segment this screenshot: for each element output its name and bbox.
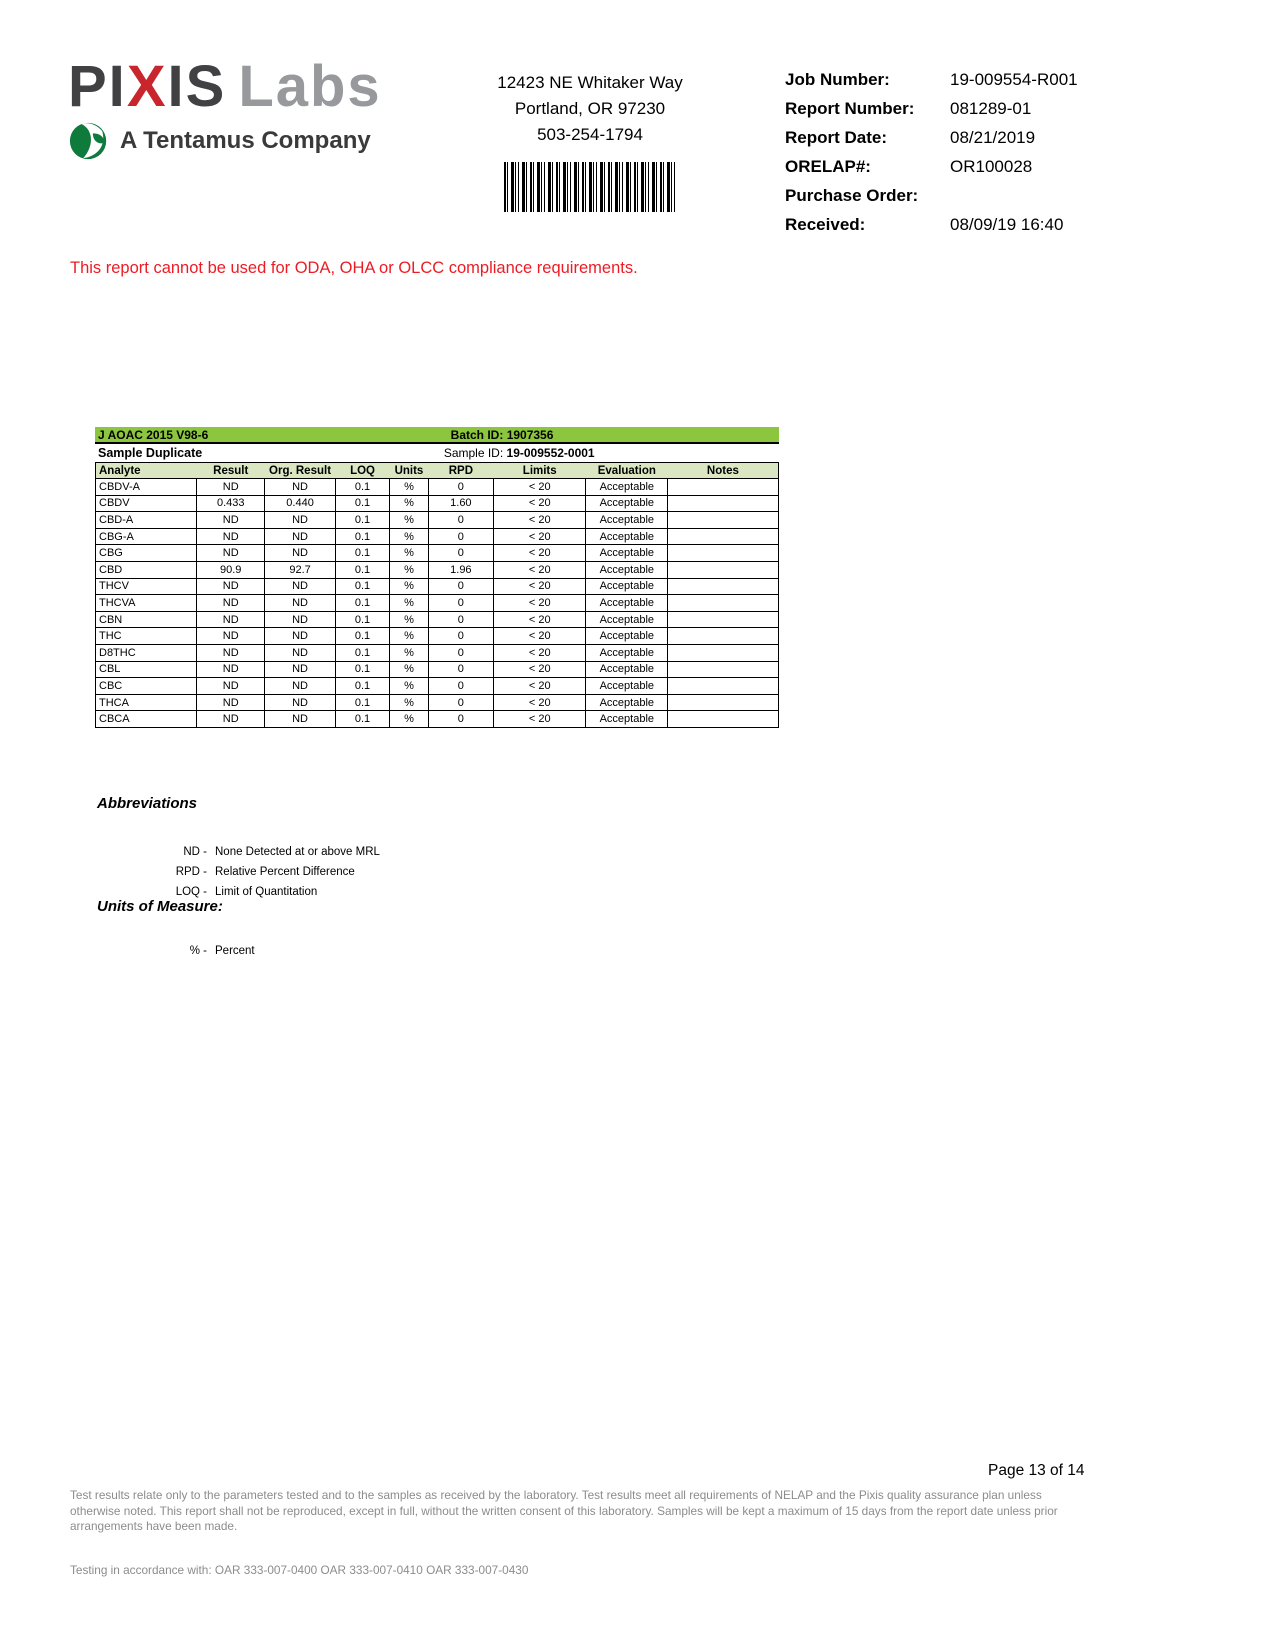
method-name: J AOAC 2015 V98-6 [98,427,209,442]
table-cell-loq: 0.1 [335,595,390,612]
column-header: RPD [428,463,494,479]
table-cell-notes [668,528,779,545]
table-cell-analyte: CBDV [96,495,197,512]
table-cell-rpd: 0 [428,545,494,562]
table-cell-units: % [390,528,428,545]
table-cell-org_result: ND [265,528,335,545]
report-info-label: Job Number: [785,70,890,89]
page-number: Page 13 of 14 [988,1462,1085,1479]
table-cell-limits: < 20 [494,545,586,562]
table-cell-limits: < 20 [494,512,586,529]
table-cell-org_result: 92.7 [265,561,335,578]
table-cell-analyte: D8THC [96,644,197,661]
table-cell-analyte: THCV [96,578,197,595]
abbreviation-code: ND - [183,846,207,858]
table-cell-analyte: THCVA [96,595,197,612]
abbreviation-meaning: None Detected at or above MRL [215,846,380,858]
table-cell-rpd: 0 [428,678,494,695]
abbreviation-meaning: Limit of Quantitation [215,886,318,898]
table-cell-loq: 0.1 [335,711,390,728]
table-cell-notes [668,512,779,529]
table-cell-result: 0.433 [197,495,265,512]
table-cell-loq: 0.1 [335,479,390,496]
logo-wordmark [68,54,382,119]
table-cell-result: ND [197,545,265,562]
table-cell-limits: < 20 [494,694,586,711]
table-cell-evaluation: Acceptable [586,611,668,628]
column-header: Result [197,463,265,479]
report-info-row [785,157,1145,186]
table-cell-org_result: ND [265,644,335,661]
lab-phone: 503-254-1794 [537,125,643,144]
table-cell-limits: < 20 [494,644,586,661]
table-cell-rpd: 1.96 [428,561,494,578]
report-info-row [785,128,1145,157]
table-cell-limits: < 20 [494,528,586,545]
table-row [96,611,779,628]
table-cell-analyte: THC [96,628,197,645]
table-cell-org_result: ND [265,694,335,711]
lab-address-line1: 12423 NE Whitaker Way [497,73,683,92]
table-cell-limits: < 20 [494,578,586,595]
table-row [96,678,779,695]
table-cell-units: % [390,545,428,562]
table-cell-units: % [390,711,428,728]
column-header: Units [390,463,428,479]
report-info-label: Report Date: [785,128,888,147]
column-header: Org. Result [265,463,335,479]
abbreviation-item [165,866,380,878]
report-info-value: 081289-01 [950,99,1032,118]
units-of-measure-list [165,945,255,957]
table-cell-org_result: ND [265,611,335,628]
report-info-value: 08/09/19 16:40 [950,215,1064,234]
table-cell-notes [668,561,779,578]
logo-tagline: A Tentamus Company [120,127,371,154]
units-of-measure-title: Units of Measure: [97,898,223,915]
table-cell-evaluation: Acceptable [586,595,668,612]
report-info-row [785,215,1145,244]
table-cell-analyte: CBN [96,611,197,628]
logo-text-is: IS [167,54,227,119]
table-cell-loq: 0.1 [335,528,390,545]
table-cell-rpd: 0 [428,512,494,529]
sample-id [444,446,595,460]
table-cell-notes [668,678,779,695]
lab-address-block [440,70,740,212]
table-row [96,628,779,645]
abbreviation-code: LOQ - [175,886,207,898]
table-cell-limits: < 20 [494,628,586,645]
table-cell-evaluation: Acceptable [586,661,668,678]
table-cell-org_result: ND [265,711,335,728]
table-cell-limits: < 20 [494,661,586,678]
table-cell-analyte: CBL [96,661,197,678]
table-cell-rpd: 0 [428,595,494,612]
table-cell-units: % [390,512,428,529]
table-cell-analyte: THCA [96,694,197,711]
table-cell-rpd: 0 [428,528,494,545]
report-info-value: 08/21/2019 [950,128,1036,147]
table-cell-org_result: ND [265,678,335,695]
table-cell-result: ND [197,479,265,496]
compliance-notice: This report cannot be used for ODA, OHA or OLCC compliance requirements. [70,259,638,277]
table-cell-org_result: ND [265,479,335,496]
table-cell-result: ND [197,644,265,661]
table-row [96,644,779,661]
table-cell-rpd: 0 [428,661,494,678]
report-info-value: 19-009554-R001 [950,70,1078,89]
column-header: Limits [494,463,586,479]
table-cell-loq: 0.1 [335,678,390,695]
table-row [96,711,779,728]
analyte-results-table [95,462,779,728]
table-cell-notes [668,495,779,512]
sample-id-label: Sample ID: [443,446,504,460]
table-cell-result: ND [197,528,265,545]
abbreviation-meaning: Relative Percent Difference [215,866,355,878]
table-cell-org_result: ND [265,595,335,612]
table-cell-evaluation: Acceptable [586,561,668,578]
table-cell-evaluation: Acceptable [586,512,668,529]
table-cell-org_result: 0.440 [265,495,335,512]
batch-id-value: 1907356 [506,427,554,442]
table-cell-org_result: ND [265,512,335,529]
table-header-row [96,463,779,479]
table-cell-result: ND [197,694,265,711]
table-cell-loq: 0.1 [335,628,390,645]
batch-id [451,428,554,442]
table-cell-rpd: 0 [428,644,494,661]
table-cell-units: % [390,611,428,628]
abbreviation-item [165,945,255,957]
table-cell-limits: < 20 [494,711,586,728]
table-row [96,479,779,496]
table-cell-units: % [390,495,428,512]
table-cell-result: ND [197,578,265,595]
sample-type: Sample Duplicate [98,446,203,460]
units-of-measure-section [97,898,255,965]
column-header: Evaluation [586,463,668,479]
results-section [95,427,779,728]
table-cell-notes [668,479,779,496]
table-cell-loq: 0.1 [335,545,390,562]
table-cell-loq: 0.1 [335,512,390,529]
sample-header-bar [95,444,779,462]
report-info-row [785,186,1145,215]
table-cell-limits: < 20 [494,495,586,512]
table-cell-result: ND [197,661,265,678]
table-cell-evaluation: Acceptable [586,578,668,595]
report-info-label: Purchase Order: [785,186,919,205]
table-cell-loq: 0.1 [335,661,390,678]
abbreviation-code: RPD - [175,866,207,878]
table-cell-evaluation: Acceptable [586,644,668,661]
table-cell-result: ND [197,595,265,612]
table-cell-notes [668,595,779,612]
table-row [96,528,779,545]
table-cell-evaluation: Acceptable [586,628,668,645]
table-cell-analyte: CBDV-A [96,479,197,496]
report-info-row [785,70,1145,99]
table-row [96,512,779,529]
method-header-bar [95,427,779,444]
table-cell-result: ND [197,628,265,645]
table-cell-result: ND [197,678,265,695]
table-cell-notes [668,628,779,645]
table-body [96,479,779,728]
table-cell-units: % [390,644,428,661]
table-cell-loq: 0.1 [335,561,390,578]
table-cell-org_result: ND [265,628,335,645]
table-row [96,578,779,595]
table-cell-result: ND [197,611,265,628]
table-cell-analyte: CBCA [96,711,197,728]
footer-disclaimer: Test results relate only to the parameters tested and to the samples as received by the laboratory. Test results meet all requirements of NELAP and the Pixis quality assurance plan unless otherwise noted. This report shall not be reproduced, except in full, without the written consent of this laboratory. Samples will be kept a maximum of 15 days from the report date unless prior arrangements have been made. [70,1488,1058,1533]
table-cell-notes [668,611,779,628]
lab-address-line2: Portland, OR 97230 [514,99,666,118]
table-cell-limits: < 20 [494,611,586,628]
table-cell-limits: < 20 [494,678,586,695]
table-cell-notes [668,661,779,678]
report-info-value: OR100028 [950,157,1033,176]
report-info [785,70,1145,244]
table-cell-loq: 0.1 [335,495,390,512]
table-cell-evaluation: Acceptable [586,479,668,496]
table-cell-org_result: ND [265,545,335,562]
barcode-image [504,162,676,212]
report-info-label: ORELAP#: [785,157,871,176]
table-cell-limits: < 20 [494,561,586,578]
table-cell-result: 90.9 [197,561,265,578]
table-cell-limits: < 20 [494,595,586,612]
table-cell-units: % [390,561,428,578]
table-cell-rpd: 0 [428,479,494,496]
table-cell-rpd: 0 [428,628,494,645]
table-cell-analyte: CBG-A [96,528,197,545]
table-cell-loq: 0.1 [335,578,390,595]
table-cell-evaluation: Acceptable [586,694,668,711]
table-cell-loq: 0.1 [335,644,390,661]
table-cell-evaluation: Acceptable [586,678,668,695]
table-cell-units: % [390,628,428,645]
table-cell-units: % [390,595,428,612]
logo-text-x: X [126,54,168,119]
table-cell-analyte: CBG [96,545,197,562]
abbreviation-meaning: Percent [215,945,255,957]
report-info-row [785,99,1145,128]
abbreviation-code: % - [189,945,207,957]
table-cell-units: % [390,578,428,595]
table-cell-notes [668,644,779,661]
table-cell-rpd: 0 [428,611,494,628]
logo-text-labs: Labs [238,54,382,119]
table-row [96,694,779,711]
table-cell-notes [668,694,779,711]
table-cell-analyte: CBD [96,561,197,578]
table-cell-analyte: CBC [96,678,197,695]
report-info-label: Received: [785,215,866,234]
abbreviations-section [97,795,380,906]
table-row [96,561,779,578]
table-cell-rpd: 0 [428,711,494,728]
table-cell-analyte: CBD-A [96,512,197,529]
table-cell-units: % [390,661,428,678]
table-cell-units: % [390,479,428,496]
batch-id-label: Batch ID: [450,427,504,442]
tentamus-leaf-icon [68,120,110,162]
table-cell-evaluation: Acceptable [586,495,668,512]
table-cell-evaluation: Acceptable [586,528,668,545]
table-cell-evaluation: Acceptable [586,711,668,728]
table-cell-units: % [390,694,428,711]
table-cell-notes [668,545,779,562]
table-row [96,661,779,678]
abbreviation-item [165,846,380,858]
table-cell-rpd: 0 [428,694,494,711]
logo-text-pi: PI [68,54,127,119]
table-row [96,495,779,512]
table-cell-result: ND [197,711,265,728]
table-cell-loq: 0.1 [335,611,390,628]
footer-testing-accordance: Testing in accordance with: OAR 333-007-0400 OAR 333-007-0410 OAR 333-007-0430 [70,1563,529,1577]
table-cell-org_result: ND [265,578,335,595]
table-cell-notes [668,578,779,595]
sample-id-value: 19-009552-0001 [506,446,595,460]
abbreviations-list [165,846,380,898]
abbreviation-item [165,886,380,898]
column-header: Notes [668,463,779,479]
table-cell-loq: 0.1 [335,694,390,711]
table-cell-result: ND [197,512,265,529]
table-cell-org_result: ND [265,661,335,678]
table-cell-notes [668,711,779,728]
table-cell-limits: < 20 [494,479,586,496]
pixis-labs-logo [68,54,382,162]
table-row [96,545,779,562]
report-info-label: Report Number: [785,99,915,118]
table-row [96,595,779,612]
column-header: LOQ [335,463,390,479]
table-cell-rpd: 0 [428,578,494,595]
column-header: Analyte [96,463,197,479]
table-cell-evaluation: Acceptable [586,545,668,562]
abbreviations-title: Abbreviations [97,795,198,812]
table-cell-rpd: 1.60 [428,495,494,512]
table-cell-units: % [390,678,428,695]
